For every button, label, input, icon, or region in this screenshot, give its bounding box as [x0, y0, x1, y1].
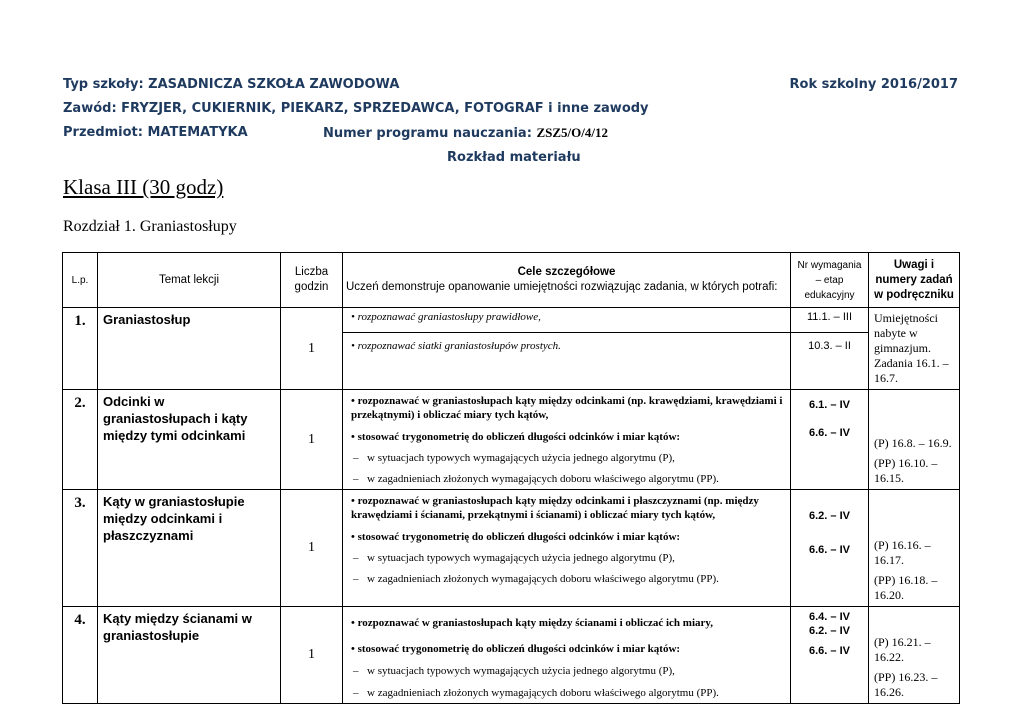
goal-item: • rozpoznawać w graniastosłupach kąty między odcinkami i płaszczyznami (np. między krawędziami i ścianami, przekątnymi i ścianami) i obliczać miary tych kątów, [351, 495, 759, 521]
goal-item: • rozpoznawać w graniastosłupach kąty między odcinkami (np. krawędziami, krawędziami i przekątnymi) i obliczać miary tych kątów, [351, 395, 783, 421]
note-item: (P) 16.21. – 16.22. [874, 635, 931, 664]
row-topic: Graniastosłup [98, 308, 281, 390]
schedule-table [62, 252, 960, 704]
row-hours: 1 [281, 390, 343, 490]
row-req [791, 607, 869, 704]
req-item: 6.6. – IV [809, 544, 850, 556]
row-goals [343, 308, 791, 390]
goal-item: • rozpoznawać graniastosłupy prawidłowe, [343, 308, 790, 333]
goal-item: • stosować trygonometrię do obliczeń długości odcinków i miar kątów: [351, 431, 681, 443]
header-lp: L.p. [63, 253, 98, 308]
header-notes [869, 253, 960, 308]
note-item: (P) 16.16. – 16.17. [874, 538, 931, 567]
class-title: Klasa III (30 godz) [63, 175, 224, 199]
row-req [791, 390, 869, 490]
goal-item: • rozpoznawać siatki graniastosłupów prostych. [351, 340, 561, 352]
row-hours: 1 [281, 607, 343, 704]
req-item: 11.1. – III [791, 308, 868, 333]
table-row [63, 308, 960, 390]
row-hours: 1 [281, 490, 343, 607]
table-row [63, 390, 960, 490]
school-type: Typ szkoły: ZASADNICZA SZKOŁA ZAWODOWA [63, 77, 400, 92]
row-notes [869, 390, 960, 490]
row-goals [343, 607, 791, 704]
header-topic: Temat lekcji [98, 253, 281, 308]
table-row [63, 607, 960, 704]
table-header-row [63, 253, 960, 308]
goal-item: • rozpoznawać w graniastosłupach kąty między ścianami i obliczać ich miary, [351, 617, 714, 629]
header-goals [343, 253, 791, 308]
goal-dash-item: – w sytuacjach typowych wymagających użycia jednego algorytmu (P), [343, 658, 790, 680]
goal-dash-item: – w zagadnieniach złożonych wymagających doboru właściwego algorytmu (PP). [343, 467, 790, 488]
row-req [791, 308, 869, 390]
row-number: 4. [63, 607, 98, 704]
profession: Zawód: FRYZJER, CUKIERNIK, PIEKARZ, SPRZEDAWCA, FOTOGRAF i inne zawody [63, 101, 649, 116]
row-goals [343, 490, 791, 607]
note-item: (PP) 16.10. – 16.15. [874, 456, 938, 485]
row-req [791, 490, 869, 607]
row-number: 3. [63, 490, 98, 607]
header-goals-title: Cele szczegółowe [517, 266, 616, 278]
goal-dash-item: – w zagadnieniach złożonych wymagających doboru właściwego algorytmu (PP). [343, 680, 790, 702]
header-goals-sub: Uczeń demonstruje opanowanie umiejętności rozwiązując zadania, w których potrafi: [346, 281, 778, 293]
chapter-title: Rozdział 1. Graniastosłupy [63, 218, 237, 235]
row-notes [869, 490, 960, 607]
req-item: 10.3. – II [808, 340, 851, 352]
req-item: 6.6. – IV [809, 427, 850, 439]
req-item: 6.4. – IV [809, 611, 850, 623]
row-notes: Umiejętności nabyte w gimnazjum. Zadania 16.1. – 16.7. [869, 308, 960, 390]
goal-dash-item: – w zagadnieniach złożonych wymagających doboru właściwego algorytmu (PP). [343, 567, 790, 588]
program-number: ZSZ5/O/4/12 [536, 125, 608, 140]
header-hours: Liczba godzin [281, 253, 343, 308]
row-topic: Kąty między ścianami w graniastosłupie [98, 607, 281, 704]
header-notes-label: Uwagi i numery zadań w podręczniku [874, 258, 954, 301]
goal-item: • stosować trygonometrię do obliczeń długości odcinków i miar kątów: [351, 643, 681, 655]
row-number: 2. [63, 390, 98, 490]
row-goals [343, 390, 791, 490]
schedule-title: Rozkład materiału [447, 150, 581, 165]
goal-item: • stosować trygonometrię do obliczeń długości odcinków i miar kątów: [351, 531, 681, 543]
req-item: 6.6. – IV [809, 645, 850, 657]
req-item: 6.2. – IV [809, 625, 850, 637]
school-year: Rok szkolny 2016/2017 [789, 77, 958, 92]
goal-dash-item: – w sytuacjach typowych wymagających użycia jednego algorytmu (P), [343, 446, 790, 467]
subject: Przedmiot: MATEMATYKA [63, 125, 248, 140]
header-req: Nr wymagania – etap edukacyjny [791, 253, 869, 308]
row-topic: Kąty w graniastosłupie między odcinkami i płaszczyznami [98, 490, 281, 607]
note-item: (PP) 16.18. – 16.20. [874, 573, 938, 602]
program-number-line [323, 125, 608, 141]
req-item: 6.2. – IV [809, 510, 850, 522]
program-label: Numer programu nauczania: [323, 126, 532, 141]
note-item: (P) 16.8. – 16.9. [874, 436, 952, 450]
note-item: (PP) 16.23. – 16.26. [874, 670, 938, 699]
goal-dash-item: – w sytuacjach typowych wymagających użycia jednego algorytmu (P), [343, 546, 790, 567]
table-row [63, 490, 960, 607]
req-item: 6.1. – IV [809, 399, 850, 411]
row-number: 1. [63, 308, 98, 390]
row-topic: Odcinki w graniastosłupach i kąty między tymi odcinkami [98, 390, 281, 490]
row-hours: 1 [281, 308, 343, 390]
row-notes [869, 607, 960, 704]
